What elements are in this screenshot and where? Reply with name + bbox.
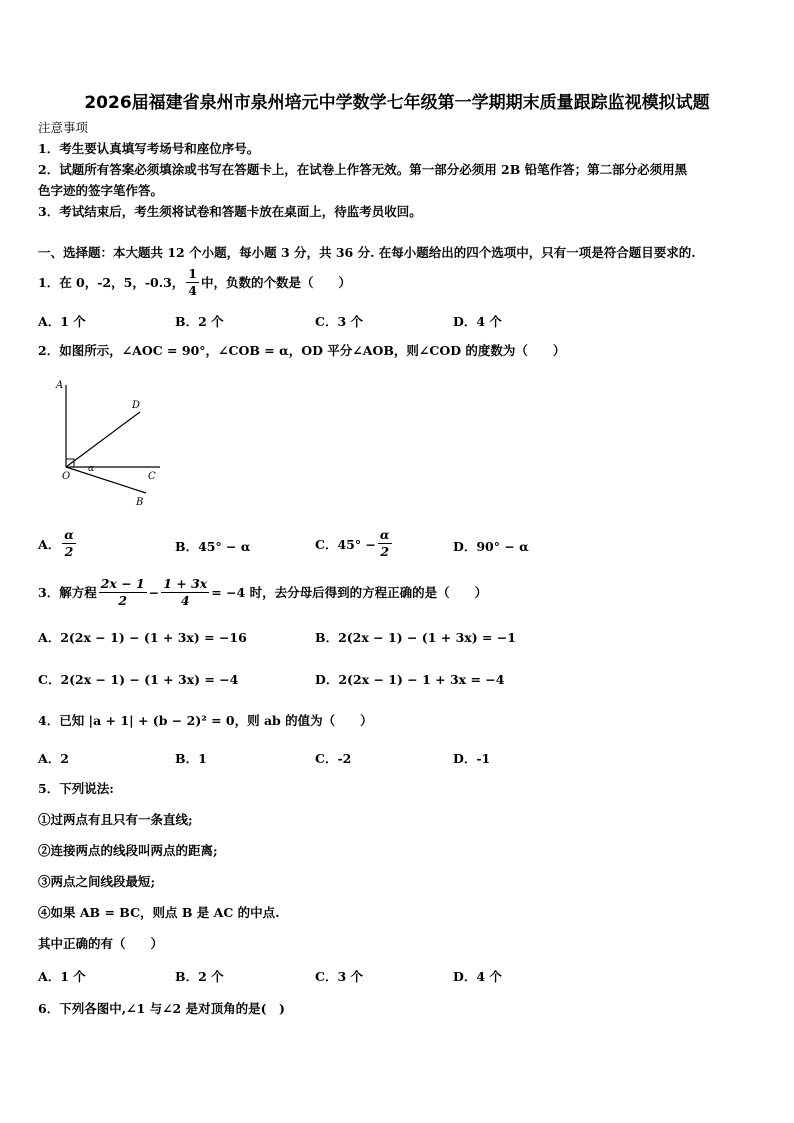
q1-frac-den: 4 — [188, 283, 197, 298]
q1-fraction — [186, 266, 199, 299]
q1-option-d: D．4 个 — [453, 314, 502, 329]
question-6: 6．下列各图中,∠1 与∠2 是对顶角的是( ) — [38, 1001, 285, 1016]
q2-opt-a-frac — [62, 527, 76, 560]
q5-option-a: A．1 个 — [38, 969, 86, 984]
q2-opt-c-num: α — [379, 527, 390, 542]
notice-heading: 注意事项 — [38, 120, 89, 135]
q1-option-b: B．2 个 — [175, 314, 224, 329]
label-alpha: α — [88, 464, 95, 474]
q1-frac-num: 1 — [188, 266, 197, 281]
q5-item-1: ①过两点有且只有一条直线; — [38, 812, 193, 827]
q4-option-d: D．-1 — [453, 751, 491, 766]
q5-item-4: ④如果 AB = BC，则点 B 是 AC 的中点. — [38, 905, 280, 920]
q1-option-c: C．3 个 — [315, 314, 363, 329]
q3-option-b: B．2(2x − 1) − (1 + 3x) = −1 — [315, 630, 516, 645]
q2-opt-c-prefix: C．45° − — [315, 536, 376, 552]
notice-item-3: 3．考试结束后，考生须将试卷和答题卡放在桌面上，待监考员收回。 — [38, 204, 422, 219]
label-d: D — [132, 400, 141, 411]
q2-option-b: B．45° − α — [175, 539, 251, 554]
q3-f1-den: 2 — [118, 593, 128, 608]
q4-option-b: B．1 — [175, 751, 207, 766]
q3-f2-den: 4 — [180, 593, 190, 608]
q3-option-c: C．2(2x − 1) − (1 + 3x) = −4 — [38, 672, 239, 687]
question-5: 5．下列说法: — [38, 781, 114, 796]
section-heading: 一、选择题：本大题共 12 个小题，每小题 3 分，共 36 分. 在每小题给出的四个选项中，只有一项是符合题目要求的. — [38, 245, 696, 260]
page-title: 2026届福建省泉州市泉州培元中学数学七年级第一学期期末质量跟踪监视模拟试题 — [84, 93, 710, 113]
q5-option-d: D．4 个 — [453, 969, 502, 984]
question-4: 4．已知 |a + 1| + (b − 2)² = 0，则 ab 的值为（ ） — [38, 713, 373, 728]
q5-item-2: ②连接两点的线段叫两点的距离; — [38, 843, 218, 858]
notice-item-2: 2．试题所有答案必须填涂或书写在答题卡上，在试卷上作答无效。第一部分必须用 2B 铅笔作答；第二部分必须用黑 — [38, 162, 688, 177]
question-1 — [38, 266, 351, 299]
q3-fraction-1 — [99, 576, 147, 609]
q4-option-a: A．2 — [38, 751, 69, 766]
q2-opt-a-den: 2 — [64, 544, 74, 559]
label-c: C — [148, 471, 156, 482]
q5-item-3: ③两点之间线段最短; — [38, 874, 156, 889]
q5-ask: 其中正确的有（ ） — [38, 936, 164, 951]
q3-minus: − — [148, 584, 160, 600]
q2-opt-c-den: 2 — [380, 544, 390, 559]
question-2: 2．如图所示，∠AOC = 90°，∠COB = α，OD 平分∠AOB，则∠COD 的度数为（ ） — [38, 343, 566, 358]
notice-item-1: 1．考生要认真填写考场号和座位序号。 — [38, 141, 260, 156]
q3-prefix: 3．解方程 — [38, 584, 97, 600]
q5-option-c: C．3 个 — [315, 969, 363, 984]
q3-f2-num: 1 + 3x — [163, 576, 208, 591]
q5-option-b: B．2 个 — [175, 969, 224, 984]
q2-angle-figure — [50, 375, 170, 510]
q2-opt-a-num: α — [64, 527, 74, 542]
q2-option-d: D．90° − α — [453, 539, 529, 554]
q3-fraction-2 — [161, 576, 209, 609]
ray-ob — [66, 467, 146, 493]
q2-option-a — [38, 527, 78, 560]
label-a: A — [56, 380, 64, 391]
q2-opt-a-prefix: A． — [38, 536, 61, 552]
label-b: B — [136, 497, 144, 508]
q1-suffix: 中，负数的个数是（ ） — [200, 274, 351, 290]
label-o: O — [62, 471, 71, 482]
ray-od — [66, 412, 140, 467]
q3-suffix: = −4 时，去分母后得到的方程正确的是（ ） — [211, 584, 488, 600]
q2-option-c — [315, 527, 394, 560]
q1-prefix: 1．在 0，-2，5，-0.3， — [38, 274, 185, 290]
q2-opt-c-frac — [378, 527, 392, 560]
notice-item-2-cont: 色字迹的签字笔作答。 — [38, 183, 164, 198]
q3-f1-num: 2x − 1 — [100, 576, 145, 591]
q1-option-a: A．1 个 — [38, 314, 86, 329]
question-3 — [38, 576, 487, 609]
q3-option-d: D．2(2x − 1) − 1 + 3x = −4 — [315, 672, 505, 687]
q3-option-a: A．2(2x − 1) − (1 + 3x) = −16 — [38, 630, 247, 645]
q4-option-c: C．-2 — [315, 751, 352, 766]
